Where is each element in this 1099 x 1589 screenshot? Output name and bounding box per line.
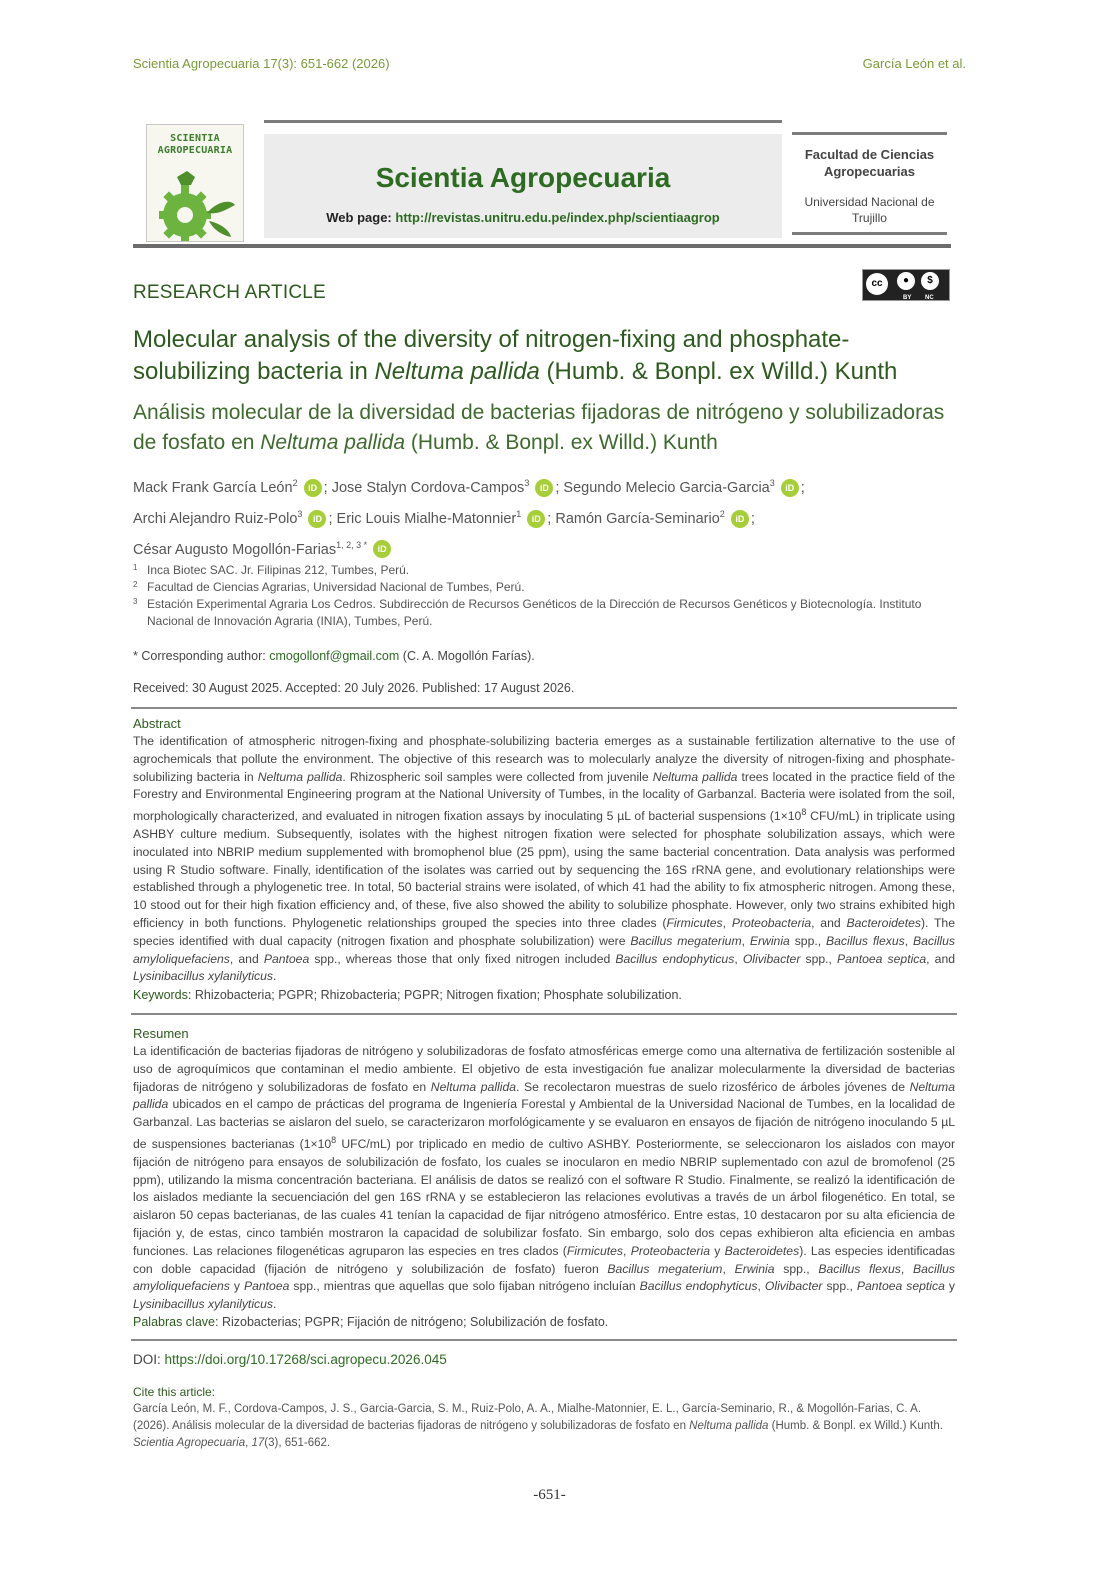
citation-text: García León, M. F., Cordova-Campos, J. S., Garcia-Garcia, S. M., Ruiz-Polo, A. A., Mialhe-Matonnier, E. L., García-Seminario, R., & Mogollón-Farias, C. A. (2026). Análisis molecular de la diversidad de bacterias fijadoras de nitrógeno y solubilizadoras de fosfato en Neltuma pallida (Humb. & Bonpl. ex Willd.) Kunth. Scientia Agropecuaria, 17(3), 651-662. — [133, 1403, 943, 1449]
orcid-icon[interactable]: iD — [535, 479, 553, 497]
faculty-line-2: Agropecuarias — [823, 164, 916, 179]
affiliation-item: 3 Estación Experimental Agraria Los Cedros. Subdirección de Recursos Genéticos de la Dirección de Recursos Genéticos y Biotecnología. Instituto Nacional de Innovación Agraria (INIA), Tumbes, Perú. — [133, 597, 922, 628]
masthead-divider — [133, 244, 951, 248]
page-number: -651- — [533, 1487, 566, 1503]
resumen-heading: Resumen — [133, 1026, 189, 1041]
doi-link[interactable]: https://doi.org/10.17268/sci.agropecu.2026.045 — [164, 1352, 447, 1367]
orcid-icon[interactable]: iD — [373, 540, 391, 558]
corresponding-author: * Corresponding author: cmogollonf@gmail.com (C. A. Mogollón Farías). — [133, 649, 535, 663]
university-line-1: Universidad Nacional de — [804, 195, 935, 209]
author-name: Jose Stalyn Cordova-Campos — [331, 479, 525, 496]
keywords: Keywords: Rhizobacteria; PGPR; Rhizobacteria; PGPR; Nitrogen fixation; Phosphate solubilization. — [133, 988, 682, 1002]
by-label: BY — [903, 295, 912, 301]
article-title-spanish: Análisis molecular de la diversidad de bacterias fijadoras de nitrógeno y solubilizadoras de fosfato en Neltuma pallida (Humb. & Bonpl. ex Willd.) Kunth — [133, 401, 945, 454]
faculty-bottom-bar — [792, 232, 947, 235]
journal-name: Scientia Agropecuaria — [375, 162, 671, 193]
running-head-right: García León et al. — [862, 56, 966, 71]
palabras-clave: Palabras clave: Rizobacterias; PGPR; Fijación de nitrógeno; Solubilización de fosfato. — [133, 1315, 609, 1329]
author-list: Mack Frank García León$^2$ iD ; Jose Stalyn Cordova-Campos$^3$ iD ; Segundo Melecio Garcia-Garcia$^3$ iD ; Archi Alejandro Ruiz-Polo$^3$ iD ; Eric Louis Mialhe-Matonnier$^1$ iD ; Ramón García-Seminario$^2$ iD ; César Augusto Mogollón-Farias$^{1, 2, 3 *}$ iD — [133, 478, 805, 558]
cc-icon: cc — [866, 273, 888, 295]
orcid-icon[interactable]: iD — [781, 479, 799, 497]
running-head-left: Scientia Agropecuaria 17(3): 651-662 (2026) — [133, 56, 390, 71]
orcid-icon[interactable]: iD — [527, 510, 545, 528]
logo-text-line-2: AGROPECUARIA — [157, 145, 233, 156]
divider — [131, 1339, 957, 1341]
publication-dates: Received: 30 August 2025. Accepted: 20 July 2026. Published: 17 August 2026. — [133, 681, 575, 695]
masthead — [133, 120, 965, 254]
affiliation-item: 2 Facultad de Ciencias Agrarias, Universidad Nacional de Tumbes, Perú. — [133, 580, 525, 594]
author-name: Eric Louis Mialhe-Matonnier — [336, 510, 517, 527]
webpage-label: Web page: — [326, 210, 392, 225]
divider — [131, 707, 957, 709]
affiliation-item: 1 Inca Biotec SAC. Jr. Filipinas 212, Tumbes, Perú. — [133, 563, 410, 577]
article-title-english: Molecular analysis of the diversity of nitrogen-fixing and phosphate-solubilizing bacteria in Neltuma pallida (Humb. & Bonpl. ex Willd.) Kunth — [133, 326, 898, 385]
affiliations — [133, 562, 958, 630]
author-name: César Augusto Mogollón-Farias — [133, 541, 337, 558]
orcid-icon[interactable]: iD — [304, 479, 322, 497]
abstract-heading: Abstract — [133, 716, 181, 731]
journal-webpage — [264, 210, 782, 225]
author-name: Mack Frank García León — [133, 479, 293, 496]
cc-license-badge[interactable] — [862, 269, 950, 301]
gear-leaf-icon — [147, 125, 243, 241]
faculty-top-bar — [792, 132, 947, 135]
corresponding-email-link[interactable]: cmogollonf@gmail.com — [269, 649, 400, 663]
by-attribution-icon: ● — [897, 272, 915, 290]
divider — [131, 1013, 957, 1015]
abstract-text: The identification of atmospheric nitrogen-fixing and phosphate-solubilizing bacteria emerges as a sustainable fertilization alternative to the use of agrochemicals that pollute the environment. The objective of this research was to molecularly analyze the diversity of nitrogen-fixing and phosphate-solubilizing bacteria in Neltuma pallida. Rhizospheric soil samples were collected from juvenile Neltuma pallida trees located in the practice field of the Forestry and Environmental Engineering program at the National University of Tumbes, in the locality of Garbanzal. Bacteria were isolated from the soil, morphologically characterized, and evaluated in nitrogen fixation assays by inoculating 5 µL of bacterial suspensions ($1\times 10^8$ CFU/mL) in triplicate using ASHBY culture medium. Subsequently, isolates with the highest nitrogen fixation were selected for phosphate solubilization assays, which were inoculated into NBRIP medium supplemented with bromophenol blue (25 ppm), using the same bacterial concentration. Data analysis was performed using R Studio software. Finally, identification of the isolates was carried out by sequencing the 16S rRNA gene, and evolutionary relationships were established through a phylogenetic tree. In total, 50 bacterial strains were isolated, of which 41 had the ability to fix atmospheric nitrogen. Among these, 10 stood out for their high fixation efficiency and, of these, five also showed the ability to solubilize phosphate. However, only two strains exhibited high efficiency in both functions. Phylogenetic relationships grouped the species into three clades (Firmicutes, Proteobacteria, and Bacteroidetes). The species identified with dual capacity (nitrogen fixation and phosphate solubilization) were Bacillus megaterium, Erwinia spp., Bacillus flexus, Bacillus amyloliquefaciens, and Pantoea spp., whereas those that only fixed nitrogen included Bacillus endophyticus, Olivibacter spp., Pantoea septica, and Lysinibacillus xylanilyticus. — [133, 734, 955, 984]
faculty-line-1: Facultad de Ciencias — [804, 147, 935, 162]
article-type: RESEARCH ARTICLE — [133, 282, 326, 303]
journal-logo — [146, 124, 244, 242]
author-name: Archi Alejandro Ruiz-Polo — [133, 510, 298, 527]
resumen-text: La identificación de bacterias fijadoras de nitrógeno y solubilizadoras de fosfato atmosféricas emerge como una alternativa de fertilización sostenible al uso de agroquímicos que contaminan el medio ambiente. El objetivo de esta investigación fue analizar molecularmente la diversidad de bacterias fijadoras de nitrógeno y solubilizadoras de fosfato en Neltuma pallida. Se recolectaron muestras de suelo rizosférico de árboles jóvenes de Neltuma pallida ubicados en el campo de prácticas del programa de Ingeniería Forestal y Ambiental de la Universidad Nacional de Tumbes, en la localidad de Garbanzal. Las bacterias se aislaron del suelo, se caracterizaron morfológicamente y se evaluaron en ensayos de fijación de nitrógeno inoculando 5 µL de suspensiones bacterianas ($1\times 10^8$ UFC/mL) por triplicado en medio de cultivo ASHBY. Posteriormente, se seleccionaron los aislados con mayor fijación de nitrógeno para ensayos de solubilización de fosfato, los cuales se inocularon en medio NBRIP suplementado con azul de bromofenol (25 ppm), utilizando la misma concentración bacteriana. El análisis de datos se realizó con el software R Studio. Finalmente, se realizó la identificación de los aislados mediante la secuenciación del gen 16S rRNA y se establecieron las relaciones evolutivas a través de un árbol filogenético. En total, se aislaron 50 cepas bacterianas, de las cuales 41 tenían la capacidad de fijar nitrógeno atmosférico. Entre estas, 10 destacaron por su alta eficiencia de fijación y, de estas, cinco también mostraron la capacidad de solubilizar fosfato. Sin embargo, solo dos cepas exhibieron alta eficiencia en ambas funciones. Las relaciones filogenéticas agruparon las especies en tres clados (Firmicutes, Proteobacteria y Bacteroidetes). Las especies identificadas con doble capacidad (fijación de nitrógeno y solubilización de fosfato) fueron Bacillus megaterium, Erwinia spp., Bacillus flexus, Bacillus amyloliquefaciens y Pantoea spp., mientras que aquellas que solo fijaban nitrógeno incluían Bacillus endophyticus, Olivibacter spp., Pantoea septica y Lysinibacillus xylanilyticus. — [133, 1044, 955, 1312]
masthead-faculty — [792, 132, 947, 236]
orcid-icon[interactable]: iD — [731, 510, 749, 528]
webpage-link[interactable]: http://revistas.unitru.edu.pe/index.php/scientiaagrop — [395, 210, 720, 225]
doi-line: DOI: https://doi.org/10.17268/sci.agropecu.2026.045 — [133, 1352, 447, 1367]
university-line-2: Trujillo — [852, 211, 887, 225]
logo-text-line-1: SCIENTIA — [170, 133, 220, 144]
orcid-icon[interactable]: iD — [308, 510, 326, 528]
noncommercial-icon: $ — [921, 272, 939, 290]
masthead-top-bar — [264, 120, 782, 123]
masthead-center — [264, 134, 782, 238]
author-name: Ramón García-Seminario — [555, 510, 720, 527]
cite-heading: Cite this article: — [133, 1385, 216, 1399]
nc-label: NC — [925, 295, 934, 301]
author-name: Segundo Melecio Garcia-Garcia — [563, 479, 770, 496]
